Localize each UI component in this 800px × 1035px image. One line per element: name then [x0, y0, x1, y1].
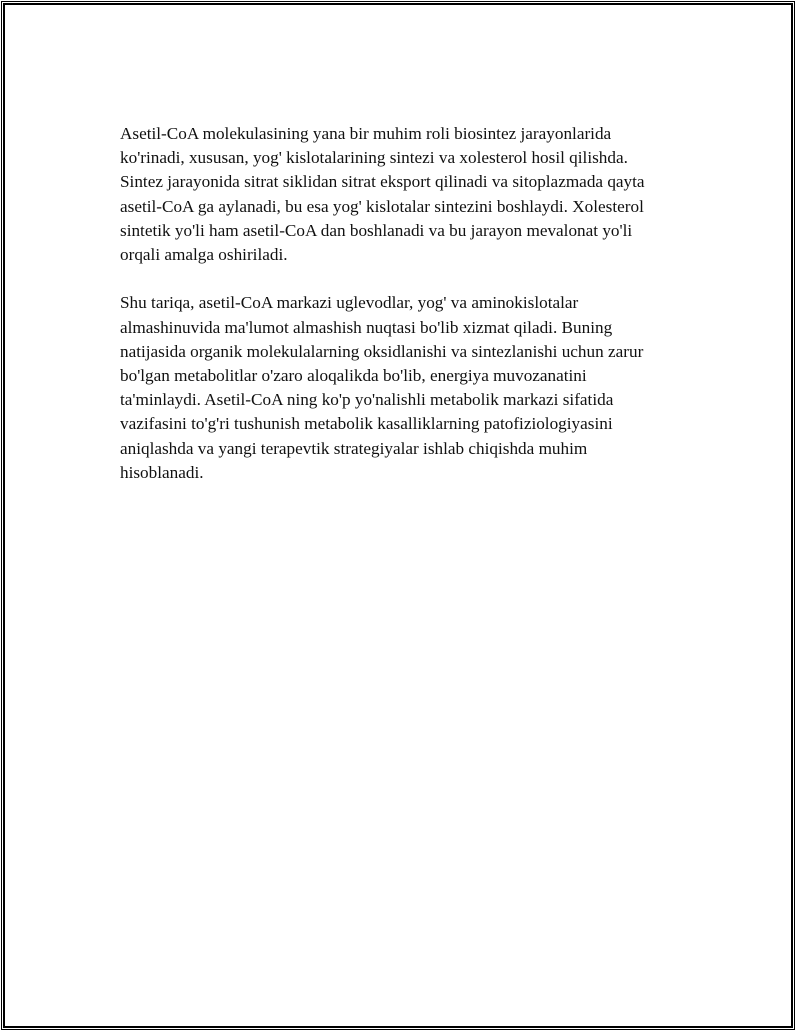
paragraph-conclusion: Shu tariqa, asetil-CoA markazi uglevodlar, yog' va aminokislotalar almashinuvida ma'lumot almashish nuqtasi bo'lib xizmat qiladi. Buning natijasida organik molekulalarning oksidlanishi va sintezlanishi uchun zarur bo'lgan metabolitlar o'zaro aloqalikda bo'lib, energiya muvozanatini ta'minlaydi. Asetil-CoA ning ko'p yo'nalishli metabolik markazi sifatida vazifasini to'g'ri tushunish metabolik kasalliklarning patofiziologiyasini aniqlashda va yangi terapevtik strategiyalar ishlab chiqishda muhim hisoblanadi. — [120, 293, 644, 482]
paragraph-biosynthesis: Asetil-CoA molekulasining yana bir muhim roli biosintez jarayonlarida ko'rinadi, xususan, yog' kislotalarining sintezi va xolesterol hosil qilishda. Sintez jarayonida sitrat siklidan sitrat eksport qilinadi va sitoplazmada qayta asetil-CoA ga aylanadi, bu esa yog' kislotalar sintezini boshlaydi. Xolesterol sintetik yo'li ham asetil-CoA dan boshlanadi va bu jarayon mevalonat yo'li orqali amalga oshiriladi. — [120, 124, 645, 265]
page-frame — [3, 3, 793, 1028]
document-body — [120, 122, 690, 509]
